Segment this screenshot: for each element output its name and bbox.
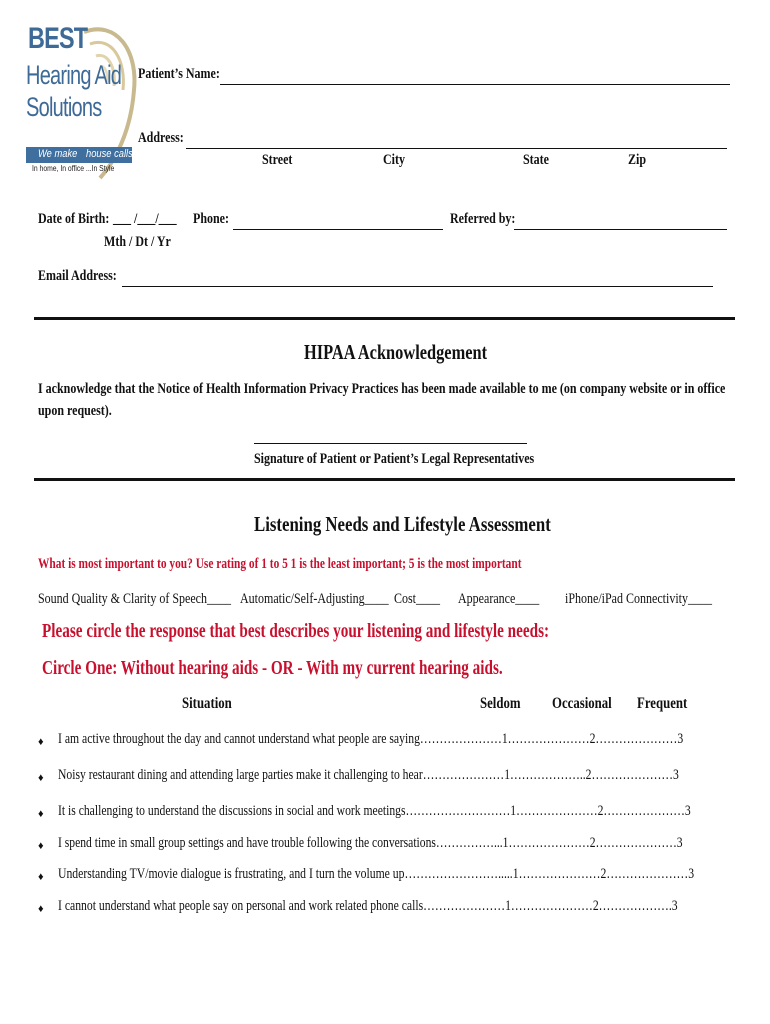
dob-label: Date of Birth:: [38, 211, 110, 227]
circle-instruction: Please circle the response that best describes your listening and lifestyle needs:: [42, 620, 550, 642]
priority-appearance[interactable]: Appearance____: [458, 591, 540, 607]
referred-by-label: Referred by:: [450, 211, 516, 227]
situation-row[interactable]: It is challenging to understand the discussions in social and work meetings………………………1…………………2…………………3: [58, 803, 691, 819]
phone-label: Phone:: [193, 211, 229, 227]
address-field[interactable]: [186, 134, 727, 149]
email-label: Email Address:: [38, 268, 117, 284]
city-label: City: [383, 152, 405, 168]
signature-caption: Signature of Patient or Patient’s Legal Representatives: [254, 451, 535, 467]
priority-sound-quality[interactable]: Sound Quality & Clarity of Speech____: [38, 591, 231, 607]
diamond-bullet-icon: ♦: [38, 903, 44, 915]
circle-one-instruction: Circle One: Without hearing aids - OR - With my current hearing aids.: [42, 657, 503, 679]
assessment-title: Listening Needs and Lifestyle Assessment: [254, 512, 551, 536]
column-header-frequent: Frequent: [637, 695, 688, 712]
hipaa-acknowledgement-text: I acknowledge that the Notice of Health Information Privacy Practices has been made available to me (on company website or in office upon request).: [38, 381, 726, 419]
situation-row[interactable]: I spend time in small group settings and have trouble following the conversations……………...1…………………2…………………3: [58, 835, 683, 851]
diamond-bullet-icon: ♦: [38, 736, 44, 748]
referred-by-field[interactable]: [514, 215, 727, 230]
priority-automatic[interactable]: Automatic/Self-Adjusting____: [240, 591, 389, 607]
situation-row[interactable]: I am active throughout the day and cannot understand what people are saying…………………1…………………2…………………3: [58, 731, 684, 747]
situation-row[interactable]: Understanding TV/movie dialogue is frustrating, and I turn the volume up…………………….....1…………………2…………………3: [58, 866, 695, 882]
signature-field[interactable]: [254, 429, 527, 444]
dob-field[interactable]: ___ /___/___: [113, 211, 177, 227]
diamond-bullet-icon: ♦: [38, 840, 44, 852]
patient-name-label: Patient’s Name:: [138, 66, 220, 82]
column-header-seldom: Seldom: [480, 695, 521, 712]
diamond-bullet-icon: ♦: [38, 772, 44, 784]
situation-row[interactable]: Noisy restaurant dining and attending large parties make it challenging to hear…………………1………………..2…………………3: [58, 767, 679, 783]
zip-label: Zip: [628, 152, 647, 168]
logo-best: BEST: [28, 22, 88, 55]
dob-format-hint: Mth / Dt / Yr: [104, 234, 171, 250]
rating-instruction: What is most important to you? Use rating of 1 to 5 1 is the least important; 5 is the most important: [38, 556, 522, 572]
logo-solutions: Solutions: [26, 92, 102, 122]
email-field[interactable]: [122, 272, 713, 287]
street-label: Street: [262, 152, 293, 168]
logo-tagline: In home, In office ...In Style: [32, 164, 115, 173]
diamond-bullet-icon: ♦: [38, 871, 44, 883]
address-label: Address:: [138, 130, 184, 146]
logo-hearing-aid: Hearing Aid: [26, 60, 122, 90]
hipaa-title: HIPAA Acknowledgement: [304, 340, 488, 364]
priority-connectivity[interactable]: iPhone/iPad Connectivity____: [565, 591, 712, 607]
diamond-bullet-icon: ♦: [38, 808, 44, 820]
logo-band-left: We make: [38, 148, 78, 160]
section-divider-middle: [34, 478, 735, 481]
company-logo: [26, 20, 138, 180]
patient-name-field[interactable]: [220, 70, 730, 85]
section-divider-top: [34, 317, 735, 320]
column-header-situation: Situation: [182, 695, 232, 712]
column-header-occasional: Occasional: [552, 695, 612, 712]
logo-band-right: house calls: [86, 148, 133, 160]
phone-field[interactable]: [233, 215, 443, 230]
priority-cost[interactable]: Cost____: [394, 591, 441, 607]
situation-row[interactable]: I cannot understand what people say on personal and work related phone calls…………………1…………………2……………….3: [58, 898, 678, 914]
logo-band: [26, 147, 132, 163]
state-label: State: [523, 152, 549, 168]
